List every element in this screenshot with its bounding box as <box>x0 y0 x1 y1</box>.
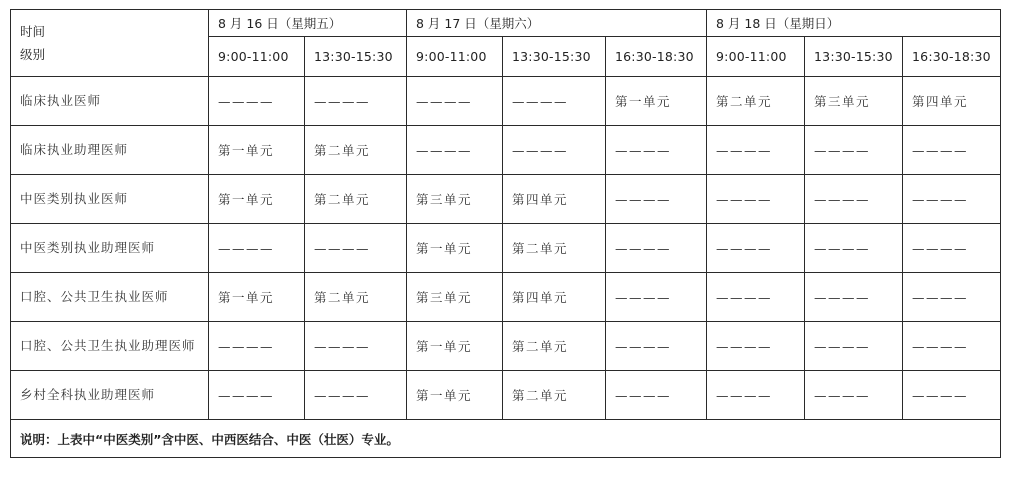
table-row <box>11 126 1001 175</box>
time-slot-header: 13:30-15:30 <box>805 37 903 77</box>
schedule-cell: ———— <box>805 126 903 175</box>
schedule-cell: ———— <box>903 273 1001 322</box>
date-header: 8 月 18 日（星期日） <box>707 10 1001 37</box>
exam-schedule-table <box>10 9 1001 458</box>
schedule-cell: ———— <box>606 175 707 224</box>
schedule-cell: 第一单元 <box>407 371 503 420</box>
time-slot-header: 16:30-18:30 <box>903 37 1001 77</box>
note-row <box>11 420 1001 458</box>
level-cell: 临床执业医师 <box>11 77 209 126</box>
schedule-cell: ———— <box>209 77 305 126</box>
schedule-cell: ———— <box>707 371 805 420</box>
schedule-cell: ———— <box>407 77 503 126</box>
schedule-cell: 第一单元 <box>407 224 503 273</box>
schedule-cell: ———— <box>209 322 305 371</box>
level-cell: 口腔、公共卫生执业助理医师 <box>11 322 209 371</box>
schedule-cell: ———— <box>305 77 407 126</box>
schedule-cell: ———— <box>805 371 903 420</box>
schedule-cell: ———— <box>606 322 707 371</box>
schedule-cell: ———— <box>209 224 305 273</box>
level-cell: 临床执业助理医师 <box>11 126 209 175</box>
schedule-cell: ———— <box>903 224 1001 273</box>
schedule-cell: ———— <box>707 273 805 322</box>
schedule-cell: ———— <box>707 175 805 224</box>
schedule-body <box>11 10 1001 458</box>
schedule-cell: ———— <box>805 273 903 322</box>
schedule-cell: ———— <box>606 273 707 322</box>
date-header: 8 月 16 日（星期五） <box>209 10 407 37</box>
schedule-cell: 第三单元 <box>407 273 503 322</box>
time-slot-header: 9:00-11:00 <box>209 37 305 77</box>
schedule-cell: 第二单元 <box>503 224 606 273</box>
time-slot-header: 13:30-15:30 <box>305 37 407 77</box>
schedule-cell: 第二单元 <box>305 273 407 322</box>
schedule-cell: ———— <box>606 126 707 175</box>
schedule-cell: ———— <box>903 322 1001 371</box>
table-row <box>11 273 1001 322</box>
time-slot-header: 13:30-15:30 <box>503 37 606 77</box>
schedule-cell: ———— <box>305 371 407 420</box>
schedule-cell: ———— <box>503 77 606 126</box>
schedule-cell: 第一单元 <box>606 77 707 126</box>
schedule-cell: ———— <box>903 371 1001 420</box>
level-cell: 乡村全科执业助理医师 <box>11 371 209 420</box>
corner-time-label: 时间 <box>20 24 46 39</box>
schedule-cell: ———— <box>707 322 805 371</box>
schedule-cell: 第三单元 <box>805 77 903 126</box>
table-row <box>11 371 1001 420</box>
time-slot-header: 9:00-11:00 <box>707 37 805 77</box>
level-cell: 中医类别执业助理医师 <box>11 224 209 273</box>
schedule-cell: 第二单元 <box>707 77 805 126</box>
schedule-cell: ———— <box>707 126 805 175</box>
schedule-cell: 第二单元 <box>503 322 606 371</box>
schedule-cell: 第二单元 <box>305 175 407 224</box>
schedule-cell: ———— <box>503 126 606 175</box>
schedule-cell: 第一单元 <box>407 322 503 371</box>
time-slot-header: 9:00-11:00 <box>407 37 503 77</box>
schedule-cell: 第四单元 <box>903 77 1001 126</box>
schedule-cell: 第一单元 <box>209 175 305 224</box>
schedule-cell: 第一单元 <box>209 126 305 175</box>
schedule-cell: ———— <box>305 322 407 371</box>
table-row <box>11 77 1001 126</box>
schedule-cell: ———— <box>805 322 903 371</box>
table-row <box>11 322 1001 371</box>
level-cell: 中医类别执业医师 <box>11 175 209 224</box>
schedule-cell: ———— <box>606 224 707 273</box>
table-row <box>11 175 1001 224</box>
note-text: 说明：上表中“中医类别”含中医、中西医结合、中医（壮医）专业。 <box>11 420 1001 458</box>
schedule-cell: 第一单元 <box>209 273 305 322</box>
schedule-cell: 第二单元 <box>503 371 606 420</box>
schedule-cell: ———— <box>209 371 305 420</box>
schedule-cell: 第二单元 <box>305 126 407 175</box>
level-cell: 口腔、公共卫生执业医师 <box>11 273 209 322</box>
schedule-cell: ———— <box>805 224 903 273</box>
schedule-cell: ———— <box>903 175 1001 224</box>
corner-header-cell <box>11 10 209 77</box>
schedule-cell: ———— <box>305 224 407 273</box>
schedule-cell: ———— <box>707 224 805 273</box>
date-header-row <box>11 10 1001 37</box>
schedule-cell: ———— <box>407 126 503 175</box>
schedule-cell: 第三单元 <box>407 175 503 224</box>
schedule-cell: ———— <box>606 371 707 420</box>
schedule-cell: 第四单元 <box>503 175 606 224</box>
schedule-cell: ———— <box>903 126 1001 175</box>
time-slot-header: 16:30-18:30 <box>606 37 707 77</box>
corner-level-label: 级别 <box>20 47 46 62</box>
table-row <box>11 224 1001 273</box>
schedule-cell: 第四单元 <box>503 273 606 322</box>
date-header: 8 月 17 日（星期六） <box>407 10 707 37</box>
schedule-cell: ———— <box>805 175 903 224</box>
